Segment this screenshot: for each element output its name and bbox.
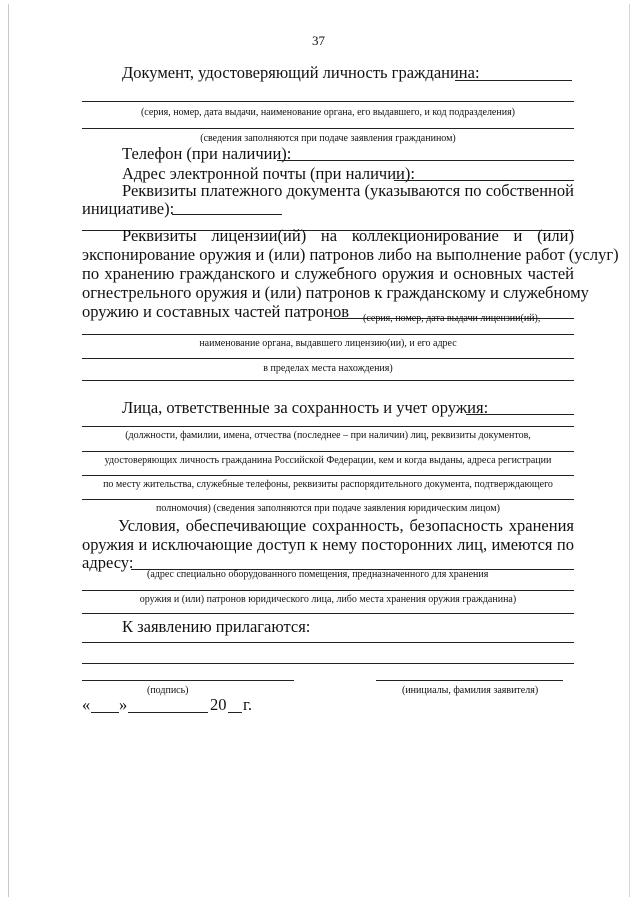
license-line-3: по хранению гражданского и служебного оружия и основных частей <box>82 264 574 283</box>
word: (указываются <box>364 181 461 200</box>
word: доступ <box>256 535 306 554</box>
identity-doc-field-line[interactable] <box>455 80 572 81</box>
word: сохранность, <box>312 516 404 535</box>
responsible-label: Лица, ответственные за сохранность и учет оружия: <box>122 398 489 417</box>
phone-field-line[interactable] <box>277 160 574 161</box>
attachments-label: К заявлению прилагаются: <box>122 617 311 636</box>
license-line-7[interactable] <box>82 358 574 359</box>
attachments-line-1[interactable] <box>82 642 574 643</box>
word: хранения <box>508 516 574 535</box>
identity-doc-line-3[interactable] <box>82 128 574 129</box>
word: и <box>138 535 148 554</box>
email-label: Адрес электронной почты (при наличии): <box>122 164 415 183</box>
date-day-line[interactable] <box>91 712 119 713</box>
word: лиц, <box>457 535 488 554</box>
word: безопасность <box>409 516 503 535</box>
word: нему <box>322 535 358 554</box>
date-year-prefix: 20 <box>210 695 227 714</box>
date-open-quote: « <box>82 695 91 714</box>
responsible-field-line[interactable] <box>466 414 574 415</box>
word: документа <box>286 181 361 200</box>
license-line-2: экспонирование оружия и (или) патронов либо на выполнение работ (услуг) <box>82 245 619 264</box>
word: и <box>513 226 523 245</box>
word: Условия, <box>118 516 180 535</box>
license-line-4: огнестрельного оружия и (или) патронов к гражданскому и служебному <box>82 283 589 302</box>
conditions-line-5[interactable] <box>82 613 574 614</box>
signature-line[interactable] <box>82 680 294 681</box>
license-line-8[interactable] <box>82 380 574 381</box>
date-month-line[interactable] <box>128 712 208 713</box>
license-line-6[interactable] <box>82 334 574 335</box>
page-number: 37 <box>312 33 325 48</box>
word: оружия <box>82 535 135 554</box>
conditions-line-2 <box>82 535 574 555</box>
payment-line-2: инициативе): <box>82 199 175 218</box>
word: платежного <box>200 181 283 200</box>
conditions-line-3: адресу: <box>82 553 134 572</box>
license-note-3: в пределах места нахождения) <box>263 363 393 374</box>
license-note-1: (серия, номер, дата выдачи лицензии(ий), <box>363 313 541 324</box>
responsible-note-4: полномочия) (сведения заполняются при подаче заявления юридическим лицом) <box>156 503 500 514</box>
responsible-line-4[interactable] <box>82 475 574 476</box>
signature-caption: (подпись) <box>147 685 189 696</box>
responsible-note-1: (должности, фамилии, имена, отчества (последнее – при наличии) лиц, реквизиты документов, <box>125 430 531 441</box>
word: собственной <box>485 181 574 200</box>
name-line[interactable] <box>376 680 563 681</box>
conditions-line-1 <box>118 516 574 536</box>
word: исключающие <box>151 535 253 554</box>
responsible-note-2: удостоверяющих личность гражданина Российской Федерации, кем и когда выданы, адреса регистрации <box>104 455 552 466</box>
responsible-note-3: по месту жительства, служебные телефоны, реквизиты распорядительного документа, подтверждающего <box>103 479 553 490</box>
responsible-line-2[interactable] <box>82 426 574 427</box>
conditions-line-4[interactable] <box>82 590 574 591</box>
word: по <box>464 181 482 200</box>
date-year-suffix: г. <box>243 695 253 714</box>
word: по <box>556 535 574 554</box>
word: Реквизиты <box>122 226 197 245</box>
license-line-1 <box>122 226 574 246</box>
license-note-2: наименование органа, выдавшего лицензию(ии), и его адрес <box>199 338 457 349</box>
identity-doc-line-2[interactable] <box>82 101 574 102</box>
phone-label: Телефон (при наличии): <box>122 144 292 163</box>
identity-doc-filled-note: (сведения заполняются при подаче заявления гражданином) <box>200 133 456 144</box>
payment-line-1 <box>122 181 574 201</box>
word: Реквизиты <box>122 181 197 200</box>
responsible-line-3[interactable] <box>82 451 574 452</box>
conditions-note-2: оружия и (или) патронов юридического лица, либо места хранения оружия гражданина) <box>139 594 517 605</box>
conditions-note-1: (адрес специально оборудованного помещения, предназначенного для хранения <box>147 569 489 580</box>
word: к <box>309 535 318 554</box>
license-line-5: оружию и составных частей патронов <box>82 302 350 321</box>
responsible-line-5[interactable] <box>82 499 574 500</box>
identity-doc-label: Документ, удостоверяющий личность гражданина: <box>122 63 480 82</box>
word: обеспечивающие <box>185 516 307 535</box>
word: коллекционирование <box>351 226 499 245</box>
word: на <box>320 226 338 245</box>
date-year-line[interactable] <box>228 712 242 713</box>
identity-doc-note: (серия, номер, дата выдачи, наименование органа, его выдавшего, и код подразделения) <box>140 107 516 118</box>
word: имеются <box>491 535 553 554</box>
word: лицензии(ий) <box>211 226 307 245</box>
attachments-line-2[interactable] <box>82 663 574 664</box>
word: посторонних <box>361 535 453 554</box>
payment-field-line[interactable] <box>172 214 282 215</box>
name-caption: (инициалы, фамилия заявителя) <box>402 685 539 696</box>
word: (или) <box>537 226 574 245</box>
date-close-quote: » <box>119 695 128 714</box>
